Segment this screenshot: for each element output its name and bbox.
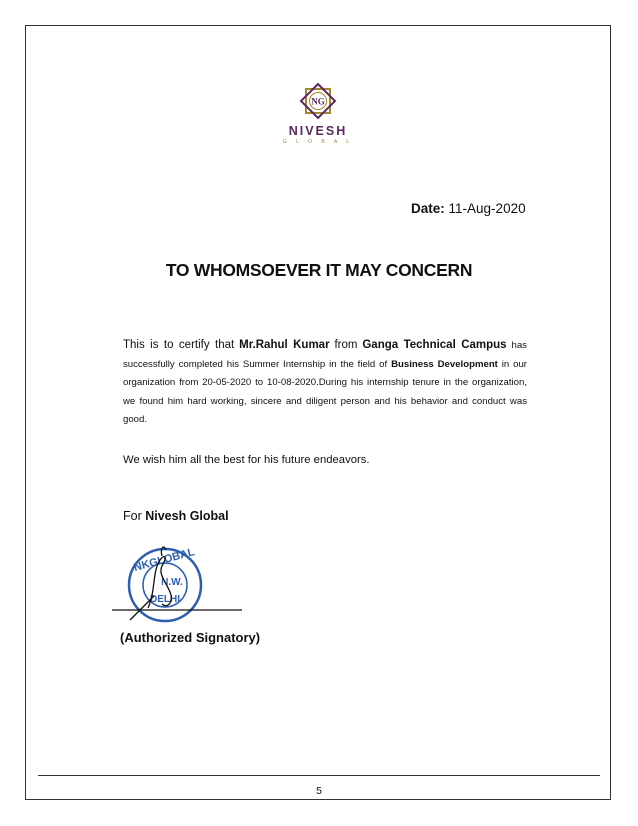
page-number: 5 — [316, 785, 322, 797]
body-intro: This is to certify that — [123, 339, 235, 351]
letter-heading: TO WHOMSOEVER IT MAY CONCERN — [165, 260, 473, 280]
logo-monogram: NG — [311, 96, 325, 107]
for-company-line — [123, 509, 229, 523]
footer-divider — [38, 775, 600, 776]
body-text-3: in our organization from 20-05-2020 to 10-08-2020.During his internship tenure in the organization, we found him hard working, sincere and diligent person and his behavior and conduct was good. — [123, 358, 528, 425]
intern-name: Mr.Rahul Kumar — [239, 339, 330, 351]
company-stamp — [110, 530, 245, 630]
certificate-body — [123, 336, 527, 430]
date-label: Date: — [411, 201, 445, 216]
date-value: 11-Aug-2020 — [448, 201, 526, 216]
logo-subtitle: G L O B A L — [282, 139, 354, 145]
wish-line: We wish him all the best for his future endeavors. — [123, 454, 370, 466]
date-line — [411, 201, 526, 216]
college-name: Ganga Technical Campus — [362, 339, 507, 351]
internship-field: Business Development — [391, 358, 498, 370]
for-company-name: Nivesh Global — [145, 509, 229, 523]
body-text-2: has successfully completed his Summer Internship in the field of — [123, 340, 527, 370]
logo-name: NIVESH — [288, 124, 348, 138]
for-prefix: For — [123, 509, 142, 523]
body-from: from — [334, 339, 358, 351]
company-logo — [278, 82, 358, 154]
stamp-top-text: NKGLOBAL — [132, 546, 196, 574]
logo-emblem-icon — [299, 82, 337, 120]
authorized-signatory: (Authorized Signatory) — [120, 630, 261, 645]
stamp-city-text: DELHI — [150, 594, 180, 605]
stamp-middle-text: N.W. — [161, 577, 183, 588]
